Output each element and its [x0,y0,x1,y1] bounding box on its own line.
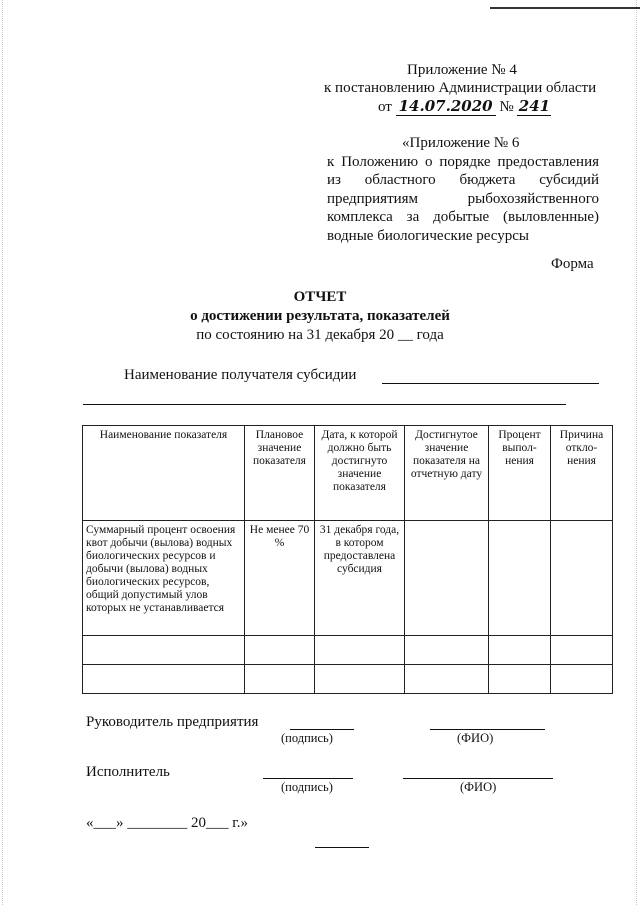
header-planned: Плановое значение показателя [245,426,315,521]
cell-indicator: Суммарный процент освоения квот добычи (вылова) водных биологических ресурсов и добычи (вылова) водных биологических ресурсов, общий допустимый улов которых не устанавливается [83,521,245,636]
prior-appendix-line: водные биологические ресурсы [327,227,530,244]
header-percent: Процент выпол-нения [489,426,551,521]
cell-planned: Не менее 70 % [245,521,315,636]
form-label: Форма [551,256,594,272]
table-row-empty [83,665,613,694]
end-divider [315,847,369,848]
head-signature-line [290,729,354,730]
header-indicator: Наименование показателя [83,426,245,521]
cell-date: 31 декабря года, в котором предоставлена субсидия [315,521,405,636]
head-name-caption: (ФИО) [457,731,494,745]
report-title: ОТЧЕТ [293,289,347,305]
recipient-field-line-2 [83,404,566,405]
prior-appendix-line: из областного бюджета субсидий [327,172,599,188]
head-signature-caption: (подпись) [281,731,333,745]
report-table [82,425,613,694]
scan-edge-right [636,0,637,905]
scan-top-line [490,7,640,9]
header-achieved: Достигнутое значение показателя на отчетную дату [405,426,489,521]
head-label: Руководитель предприятия [86,714,259,730]
table-row-empty [83,636,613,665]
header-date: Дата, к которой должно быть достигнуто значение показателя [315,426,405,521]
appendix-decree: к постановлению Администрации области [324,80,597,96]
executor-name-line [403,778,553,779]
scan-edge-left [2,0,3,905]
number-prefix: № [499,99,514,115]
cell-reason [551,521,613,636]
table-row [83,521,613,636]
recipient-label: Наименование получателя субсидии [124,367,357,383]
appendix-date-line [378,97,551,116]
report-subtitle: о достижении результата, показателей [190,308,450,324]
prior-appendix-block [327,134,599,245]
date-line: «___» ________ 20___ г.» [86,815,248,831]
date-prefix: от [378,99,392,115]
table-header-row [83,426,613,521]
executor-name-caption: (ФИО) [460,780,497,794]
appendix-title: Приложение № 4 [407,62,517,78]
cell-percent [489,521,551,636]
executor-signature-line [263,778,353,779]
header-reason: Причина откло-нения [551,426,613,521]
recipient-field-line [382,383,599,384]
executor-label: Исполнитель [86,764,170,780]
prior-appendix-line: комплекса за добытые (выловленные) [327,209,599,225]
number-handwritten: 241 [518,97,551,115]
cell-achieved [405,521,489,636]
prior-appendix-line: «Приложение № 6 [402,135,520,151]
prior-appendix-line: к Положению о порядке предоставления [327,153,599,170]
report-as-of: по состоянию на 31 декабря 20 __ года [196,327,444,343]
executor-signature-caption: (подпись) [281,780,333,794]
date-handwritten: 14.07.2020 [396,97,496,116]
prior-appendix-line: предприятиям рыбохозяйственного [327,190,599,207]
head-name-line [430,729,545,730]
